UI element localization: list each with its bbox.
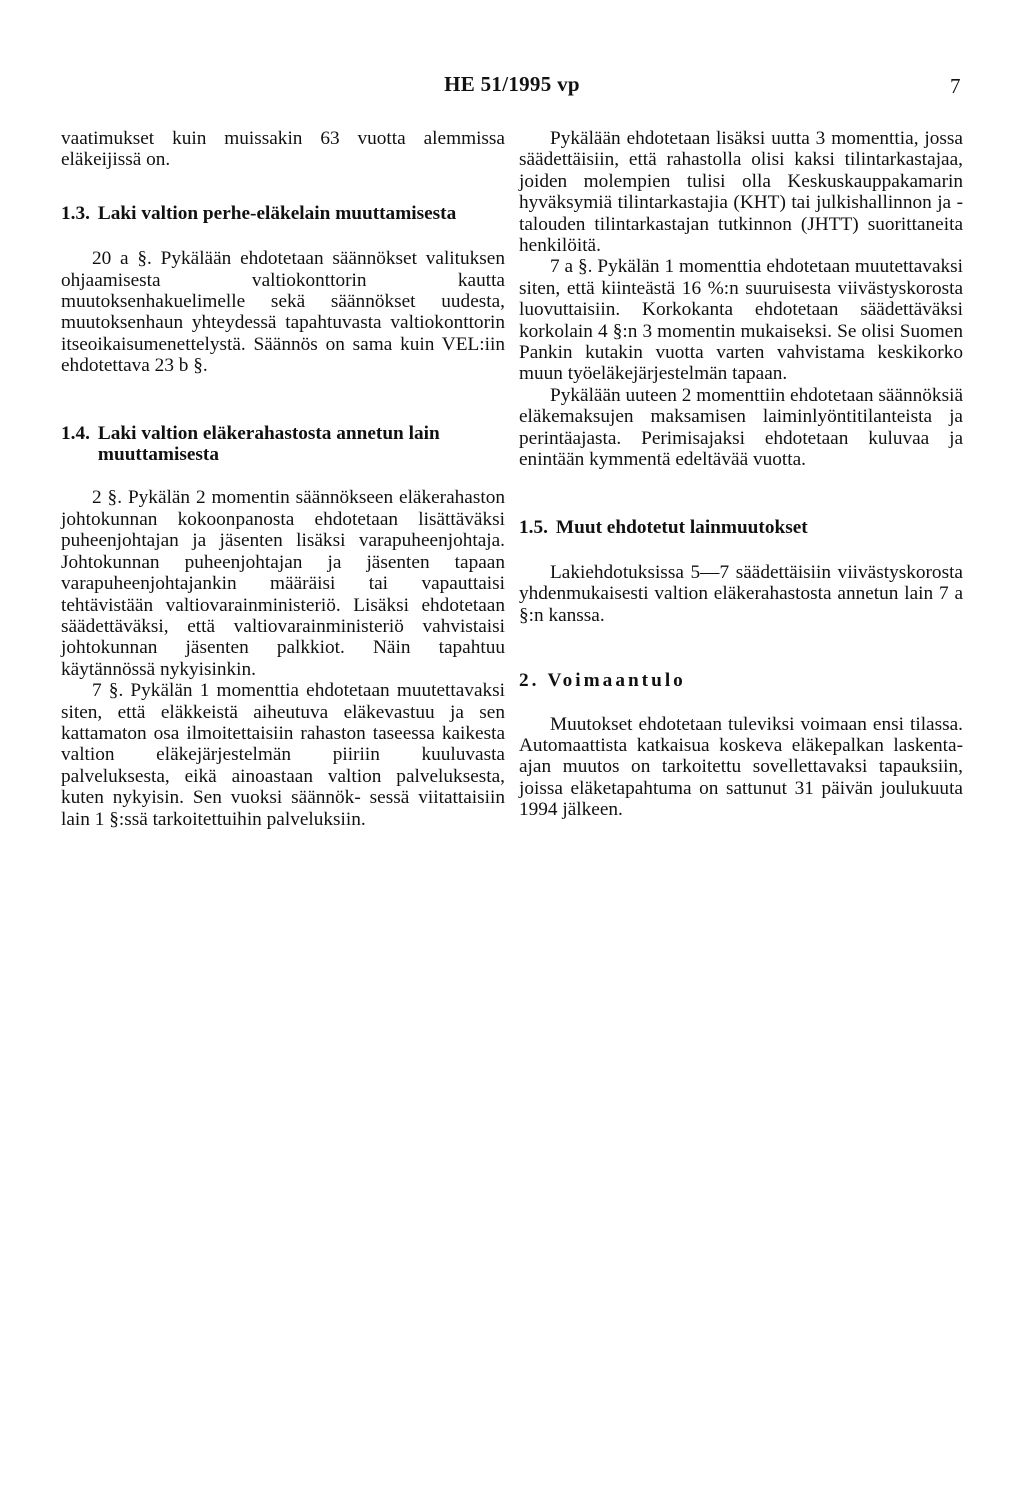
paragraph-7a: 7 a §. Pykälän 1 momenttia ehdotetaan muutettavaksi siten, että kiinteästä 16 %:n suuruisesta viivästyskorosta luovuttaisiin. Korkokanta ehdotetaan säädettäväksi korkolain 4 §:n 3 momentin mukaiseksi. Se olisi Suomen Pankin kutakin vuotta varten vahvistama keskikorko muun työeläkejärjestelmän tapaan.: [519, 256, 963, 385]
left-column: [61, 128, 505, 830]
section-number: 1.4.: [61, 422, 90, 444]
intro-paragraph: vaatimukset kuin muissakin 63 vuotta alemmissa eläkeijissä on.: [61, 128, 505, 171]
running-head: HE 51/1995 vp: [444, 72, 580, 96]
section-title: Voimaantulo: [547, 670, 686, 692]
right-column: [519, 128, 963, 821]
paragraph-lakiehdotuksissa: Lakiehdotuksissa 5—7 säädettäisiin viivästyskorosta yhdenmukaisesti valtion eläkerahastosta annetun lain 7 a §:n kanssa.: [519, 561, 963, 626]
section-heading-1-3: [61, 203, 505, 224]
paragraph-voimaantulo: Muutokset ehdotetaan tuleviksi voimaan ensi tilassa. Automaattista katkaisua koskeva eläkepalkan laskenta-ajan muutos on tarkoitettu sovellettavaksi tapauksiin, joissa eläketapahtuma on sattunut 31 päivän joulukuuta 1994 jälkeen.: [519, 713, 963, 821]
section-title: Muut ehdotetut lainmuutokset: [555, 516, 808, 538]
section-number: 1.5.: [519, 516, 548, 538]
section-heading-1-5: [519, 517, 963, 538]
section-number: 2.: [519, 670, 540, 692]
section-heading-1-4: [61, 423, 505, 466]
paragraph-2: 2 §. Pykälän 2 momentin säännökseen eläkerahaston johtokunnan kokoonpanosta ehdotetaan lisättäväksi puheenjohtajan ja jäsenten lisäksi varapuheenjohtaja. Johtokunnan puheenjohtajan ja jäsenten tapaan varapuheenjohtajankin määräisi tai vapauttaisi tehtävistään valtiovarainministeriö. Lisäksi ehdotetaan säädettäväksi, että valtiovarainministeriö vahvistaisi johtokunnan jäsenten palkkiot. Näin tapahtuu käytännössä nykyisinkin.: [61, 487, 505, 680]
paragraph-7: 7 §. Pykälän 1 momenttia ehdotetaan muutettavaksi siten, että eläkkeistä aiheutuva eläkevastuu ja sen kattamaton osa ilmoitettaisiin rahaston taseessa kaikesta valtion eläkejärjestelmän piiriin kuuluvasta palveluksesta, eikä ainoastaan valtion palveluksesta, kuten nykyisin. Sen vuoksi säännök- sessä viitattaisiin lain 1 §:ssä tarkoitettuihin palveluksiin.: [61, 680, 505, 830]
paragraph-20a: 20 a §. Pykälään ehdotetaan säännökset valituksen ohjaamisesta valtiokonttorin kautta muutoksenhakuelimelle sekä säännökset uudesta, muutoksenhaun yhteydessä tapahtuvasta valtiokonttorin itseoikaisumenettelystä. Säännös on sama kuin VEL:iin ehdotettava 23 b §.: [61, 248, 505, 377]
paragraph-2-momentti: Pykälään uuteen 2 momenttiin ehdotetaan säännöksiä eläkemaksujen maksamisen laiminlyöntitilanteista ja perintäajasta. Perimisajaksi ehdotetaan kuluvaa ja enintään kymmentä edeltävää vuotta.: [519, 384, 963, 471]
page-number: 7: [950, 74, 961, 98]
section-title: Laki valtion eläkerahastosta annetun lain muuttamisesta: [97, 422, 440, 466]
paragraph-3-momentti: Pykälään ehdotetaan lisäksi uutta 3 momenttia, jossa säädettäisiin, että rahastolla olisi kaksi tilintarkastajaa, joiden molempien tulisi olla Keskuskauppakamarin hyväksymiä tilintarkastajia (KHT) tai julkishallinnon ja -talouden tilintarkastajan tutkinnon (JHTT) suorittaneita henkilöitä.: [519, 128, 963, 257]
section-title: Laki valtion perhe-eläkelain muuttamisesta: [97, 202, 457, 224]
section-heading-2: [519, 670, 963, 691]
section-number: 1.3.: [61, 202, 90, 224]
